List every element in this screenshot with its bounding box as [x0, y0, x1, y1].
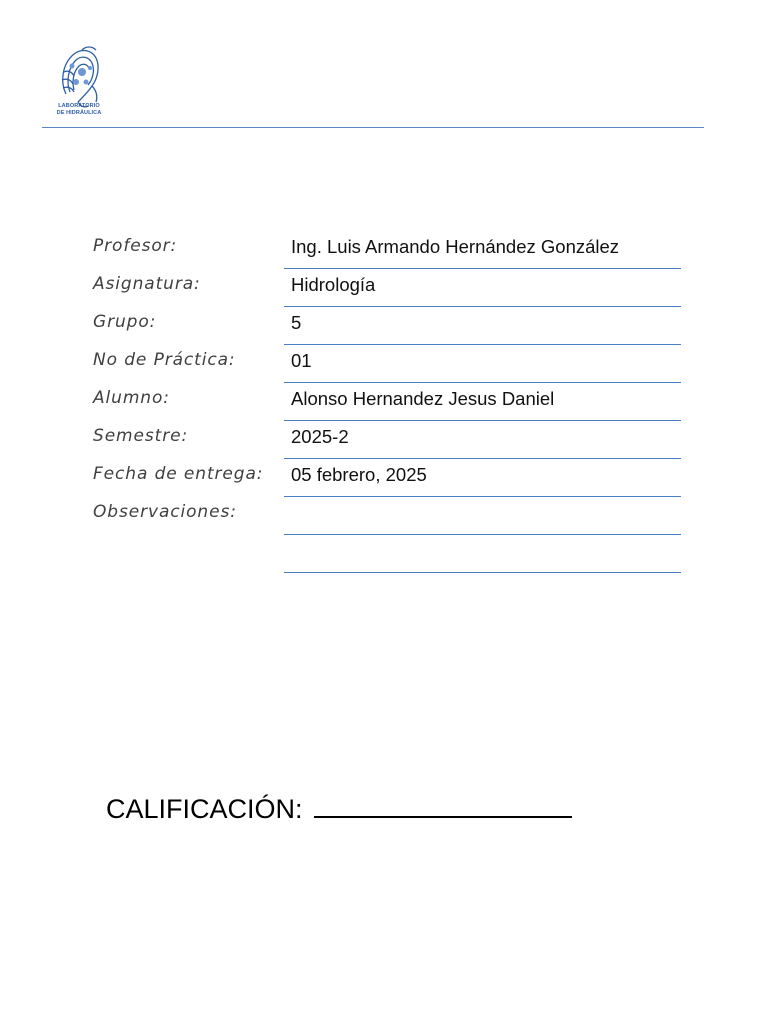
field-label: Profesor: [93, 236, 178, 256]
field-label: Fecha de entrega: [93, 464, 264, 484]
field-value-cell [284, 306, 681, 345]
field-value-cell [284, 382, 681, 421]
field-label: Observaciones: [93, 502, 237, 522]
field-value: 05 febrero, 2025 [291, 464, 427, 485]
practice-info-table [93, 230, 681, 572]
field-row-semestre [93, 420, 681, 458]
field-row-fecha-entrega [93, 458, 681, 496]
grade-blank-line [314, 815, 572, 818]
field-value-cell [284, 420, 681, 459]
field-value-cell [284, 344, 681, 383]
field-row-asignatura [93, 268, 681, 306]
field-label: Asignatura: [93, 274, 201, 294]
field-row-alumno [93, 382, 681, 420]
field-row-profesor [93, 230, 681, 268]
grade-field [106, 794, 572, 825]
field-label: Grupo: [93, 312, 157, 332]
field-row-observaciones [93, 496, 681, 534]
field-row-observaciones-continued [93, 534, 681, 572]
field-value: 5 [291, 312, 302, 333]
logo-caption [46, 103, 112, 116]
field-value-cell [284, 458, 681, 497]
field-value: Ing. Luis Armando Hernández González [291, 236, 620, 257]
field-value-cell [284, 496, 681, 535]
field-label: No de Práctica: [93, 350, 236, 370]
field-row-grupo [93, 306, 681, 344]
field-value: Hidrología [291, 274, 376, 295]
field-value: 01 [291, 350, 312, 371]
logo-caption-line2: DE HIDRÁULICA [56, 109, 102, 116]
field-row-no-practica [93, 344, 681, 382]
field-value: 2025-2 [291, 426, 349, 447]
field-label: Semestre: [93, 426, 189, 446]
field-value: Alonso Hernandez Jesus Daniel [291, 388, 555, 409]
grade-label: CALIFICACIÓN: [106, 794, 303, 824]
field-value-cell [284, 230, 681, 269]
field-value-cell [284, 534, 681, 573]
logo-caption-line1: LABORATORIO [58, 103, 100, 109]
field-label: Alumno: [93, 388, 170, 408]
header-divider [42, 127, 704, 128]
field-value-cell [284, 268, 681, 307]
